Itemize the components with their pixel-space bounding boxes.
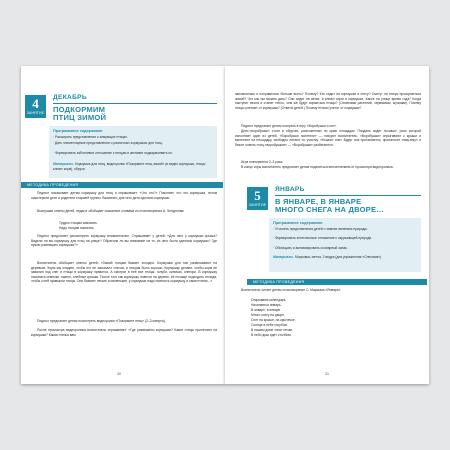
- body-paragraph: В конце игры воспитатель предлагает детям поделиться впечатлением от просмотра видеоролика.: [241, 165, 394, 169]
- poem-line: В нашем доме топят печки,: [251, 328, 293, 332]
- poem-line: В январе, в январе: [251, 308, 281, 312]
- program-item: · Дать элементарные представления о различных кормушках для птиц.: [53, 141, 163, 145]
- page-number: 30: [117, 372, 121, 376]
- lesson-title-line1: ПОДКОРМИМ: [53, 105, 106, 114]
- lesson-number: 4: [32, 96, 39, 111]
- body-paragraph: Педагог предлагает рассмотреть кормушку внимательнее. Спрашивает у детей: «Для чего у кормушки крыша? Видели ли вы кормушку для птиц на улице? Обратили ли вы внимание на то, из чего были сделаны кормушки? Где нужно размещать кормушки?»: [31, 234, 217, 247]
- program-item: · Формировать заботливое отношение к птицам и желание подкармливать их.: [53, 151, 173, 155]
- body-paragraph: После просмотра видеоролика воспитатель спрашивает: «Где развешены кормушки? Какие птицы прилетают на кормушки? Какая птичка вам: [31, 328, 217, 337]
- materials-text: [273, 255, 417, 260]
- left-page: [21, 66, 225, 384]
- program-item: · Расширять представления о зимующих птицах.: [53, 135, 128, 139]
- body-paragraph: Педагог предлагает детям посмотреть видеоролик «Покормите птиц» (2–3 минуты).: [37, 319, 166, 323]
- body-paragraph: Игра повторяется 2–3 раза.: [241, 160, 284, 164]
- program-item: · Уточнить представления детей о зимних явлениях природы.: [273, 227, 368, 231]
- right-page: [225, 66, 429, 384]
- lesson-number-badge: [247, 187, 268, 210]
- program-heading: Программное содержание: [53, 129, 103, 133]
- body-paragraph: Воспитатель читает детям стихотворение С. Маршака «Январь»:: [241, 288, 342, 292]
- month-divider: [53, 103, 217, 104]
- body-paragraph: Педагог предлагает детям поиграть в игру «Воробушки и кот».: [241, 124, 337, 128]
- lesson-title-line1: В ЯНВАРЕ, В ЯНВАРЕ: [275, 197, 362, 206]
- materials-content: Кормушка для птиц, видеоролик «Покормите птиц зимой» (в видео кормушки, птицы клюют корм), обручи.: [53, 162, 206, 171]
- month-divider: [275, 195, 421, 196]
- body-paragraph: Дети-«воробушки» стоят в обручах, разложенных по краю площадки. Поодаль сидит «кошка», роль которой исполняет один из детей. «Воробушки полетели» — говорит воспитатель. «Воробушки» спрыгивают с крыши и вылетают на площадку, свободно летают по участку. «Кошка» спит. Вдруг она просыпается, произносит «мяу-мяу» и бежит ловить птиц-«воробушков» — «Воробушки» разбегаются.: [235, 129, 421, 147]
- poem-line: Начинается январь.: [251, 303, 282, 307]
- lesson-number-badge: [25, 95, 46, 118]
- materials-text: [53, 162, 213, 171]
- page-number: 31: [325, 372, 329, 376]
- poem-line: Снег на крыше, на крылечке.: [251, 318, 296, 322]
- poem-line: Много снегу на дворе.: [251, 313, 285, 317]
- month-heading: ДЕКАБРЬ: [53, 94, 87, 101]
- body-paragraph: Педагог показывает детям кормушку для птиц и спрашивает: «Что это?» Поясняет, что это кормушка, потом смастерили дети и родители старшей группы. Выясняет, для чего дети сделали кормушки.: [31, 191, 217, 200]
- lesson-caption: ЗАНЯТИЕ: [26, 111, 45, 115]
- body-paragraph: запомнилась и понравилась больше всего? Почему? Кто сидит на кормушке в снегу? Смогут ли птицы прокормиться зимой? Что мы им можем дать? Они сидят на ветке, а клюют корм в кормушке. Какое на улице время года? Когда наступит весна и станет тепло, чем же будут кормиться птицы? (Семенами растений, червяками, жучками). Почему птицы улетают от кормушки? (Ответы детей.) Почему птички улетят от кормушки?: [235, 92, 421, 110]
- body-paragraph: Выслушав ответы детей, педагог обобщает сказанное словами из стихотворения А. Чепурнова:: [37, 209, 185, 213]
- poem-line: Открываем календарь,: [251, 298, 287, 302]
- lesson-title-line2: МНОГО СНЕГА НА ДВОРЕ…: [275, 205, 385, 214]
- program-item: · Обогащать и активизировать словарный запас.: [273, 246, 348, 250]
- lesson-caption: ЗАНЯТИЕ: [248, 203, 267, 207]
- poem-line: Солнце в небе голубом.: [251, 323, 288, 327]
- program-heading: Программное содержание: [273, 221, 323, 225]
- materials-content: Морковка, метла, 2 ведра (для упражнения «Снеговик»).: [294, 255, 383, 259]
- body-paragraph: Воспитатель обобщает ответы детей: «Зимой птицам бывает холодно. Кормушки для них развешивают на деревьях. Корм мы кладем, чтобы его не засыпало снегом, и птицам было хорошо. Кормушку делают, чтобы корм не завалил под снег и птицы в кормушку нравится. А смотрят в неё все птицы: голуби, синички, снегири. В кормушку насыпать семечки, пшено, хлебные крошки. После того как кормушку повесят на дерево, её почаще подходить отсюда, чтобы к ней привыкли птицы. Они бывают легкие и маленькие, у кормушки надо повесить кормушку и сами птичек...»: [31, 261, 217, 283]
- methods-bar: МЕТОДИКА ПРОВЕДЕНИЯ: [247, 279, 427, 285]
- poem-line: В небо дым идет столбом.: [251, 333, 292, 337]
- month-heading: ЯНВАРЬ: [275, 186, 305, 193]
- lesson-title-line2: ПТИЦ ЗИМОЙ: [53, 113, 107, 122]
- program-item: · Формировать эстетическое отношение к окружающей природе.: [273, 236, 373, 240]
- poem-line: Трудно птицам зимовать.: [59, 221, 98, 225]
- program-box: [49, 126, 217, 178]
- lesson-number: 5: [254, 188, 261, 203]
- poem-line: Надо птицам помогать.: [59, 226, 95, 230]
- program-box: [269, 218, 421, 272]
- methods-bar: МЕТОДИКА ПРОВЕДЕНИЯ: [21, 182, 223, 188]
- materials-label: Материалы.: [273, 255, 295, 259]
- materials-label: Материалы.: [53, 162, 75, 166]
